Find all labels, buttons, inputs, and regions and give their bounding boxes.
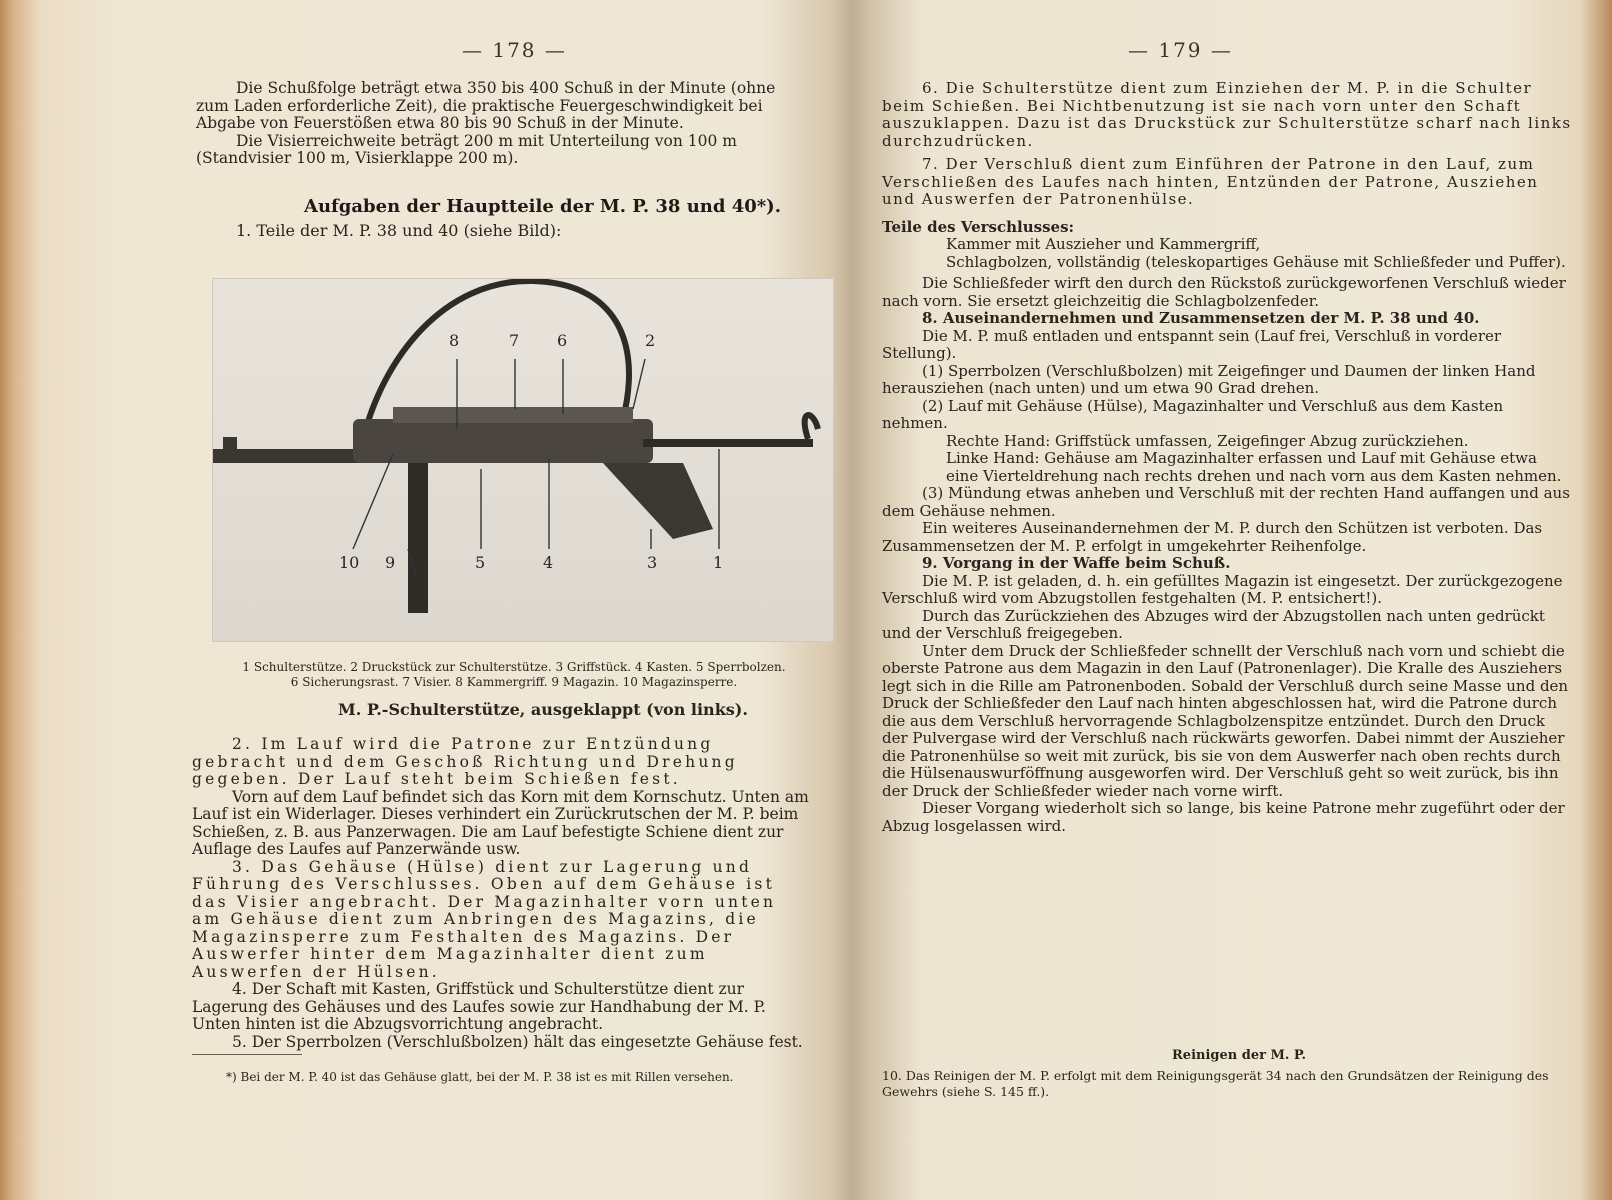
- section-9-heading: 9. Vorgang in der Waffe beim Schuß.: [922, 554, 1231, 572]
- paragraph-3: 3. Das Gehäuse (Hülse) dient zur Lagerung und Führung des Verschlusses. Oben auf dem Gehäuse ist das Visier angebracht. Der Magazinhalter vorn unten am Gehäuse dient zum Anbringen des Magazins, die Magazinsperre zum Festhalten des Magazins. Der Auswerfer hinter dem Magazinhalter dient zum Auswerfen der Hülsen.: [192, 857, 777, 981]
- parts-subheading: 1. Teile der M. P. 38 und 40 (siehe Bild):: [236, 221, 562, 240]
- section-9-p4: Dieser Vorgang wiederholt sich so lange, bis keine Patrone mehr zugeführt oder der Abzug losgelassen wird.: [882, 799, 1565, 835]
- bolt-parts-heading: Teile des Verschlusses:: [882, 217, 1075, 236]
- callout-10: 10: [339, 553, 360, 572]
- page-number: — 178 —: [462, 38, 567, 62]
- paragraph-2b: Vorn auf dem Lauf befindet sich das Korn mit dem Kornschutz. Unten am Lauf ist ein Widerlager. Dieses verhindert ein Zurückrutschen der M. P. beim Schießen, z. B. aus Panzerwagen. Die am Lauf befestigte Schiene dient zur Auflage des Laufes auf Panzerwände usw.: [192, 787, 809, 858]
- figure-title: M. P.-Schulterstütze, ausgeklappt (von links).: [338, 700, 748, 719]
- right-body-text: [882, 80, 1572, 835]
- paragraph-4: 4. Der Schaft mit Kasten, Griffstück und Schulterstütze dient zur Lagerung des Gehäuses und des Laufes sowie zur Handhabung der M. P. Unten hinten ist die Abzugsvorrichtung angebracht.: [192, 980, 766, 1033]
- mp40-drawing: [213, 279, 833, 641]
- section-9-p1: Die M. P. ist geladen, d. h. ein gefülltes Magazin ist eingesetzt. Der zurückgezogene Verschluß wird vom Abzugstollen festgehalten (M. P. entsichert!).: [882, 571, 1563, 607]
- cleaning-heading: Reinigen der M. P.: [1172, 1048, 1307, 1063]
- footnote-rule: [192, 1054, 302, 1055]
- step-2: (2) Lauf mit Gehäuse (Hülse), Magazinhalter und Verschluß aus dem Kasten nehmen.: [882, 396, 1504, 432]
- section-heading: Aufgaben der Hauptteile der M. P. 38 und 40*).: [304, 196, 781, 217]
- paragraph-5: 5. Der Sperrbolzen (Verschlußbolzen) hält das eingesetzte Gehäuse fest.: [232, 1032, 803, 1051]
- step-3: (3) Mündung etwas anheben und Verschluß mit der rechten Hand auffangen und aus dem Gehäuse nehmen.: [882, 484, 1570, 520]
- section-8-closing: Ein weiteres Auseinandernehmen der M. P. durch den Schützen ist verboten. Das Zusammensetzen der M. P. erfolgt in umgekehrter Reihenfolge.: [882, 519, 1543, 555]
- callout-2: 2: [645, 331, 656, 350]
- weapon-illustration: [212, 278, 834, 642]
- caption-line-1: 1 Schulterstütze. 2 Druckstück zur Schulterstütze. 3 Griffstück. 4 Kasten. 5 Sperrbolzen.: [242, 660, 786, 674]
- callout-6: 6: [557, 331, 568, 350]
- page-number: — 179 —: [1128, 38, 1233, 62]
- paragraph-2: 2. Im Lauf wird die Patrone zur Entzündung gebracht und dem Geschoß Richtung und Drehung gegeben. Der Lauf steht beim Schießen fest.: [192, 735, 738, 788]
- callout-4: 4: [543, 553, 554, 572]
- bolt-part-1: Kammer mit Auszieher und Kammergriff,: [946, 235, 1261, 253]
- sight-range-paragraph: Die Visierreichweite beträgt 200 m mit Unterteilung von 100 m (Standvisier 100 m, Visierklappe 200 m).: [196, 131, 737, 167]
- footnote: *) Bei der M. P. 40 ist das Gehäuse glatt, bei der M. P. 38 ist es mit Rillen versehen.: [226, 1070, 734, 1084]
- step-1: (1) Sperrbolzen (Verschlußbolzen) mit Zeigefinger und Daumen der linken Hand herausziehen (nach unten) und um etwa 90 Grad drehen.: [882, 361, 1536, 397]
- section-9-p2: Durch das Zurückziehen des Abzuges wird der Abzugstollen nach unten gedrückt und der Verschluß freigegeben.: [882, 606, 1545, 642]
- left-body-text: [192, 736, 814, 1051]
- caption-line-2: 6 Sicherungsrast. 7 Visier. 8 Kammergriff. 9 Magazin. 10 Magazinsperre.: [290, 675, 738, 689]
- callout-5: 5: [475, 553, 486, 572]
- callout-1: 1: [713, 553, 724, 572]
- spring-paragraph: Die Schließfeder wirft den durch den Rückstoß zurückgeworfenen Verschluß wieder nach vorn. Sie ersetzt gleichzeitig die Schlagbolzenfeder.: [882, 274, 1566, 310]
- section-8-intro: Die M. P. muß entladen und entspannt sein (Lauf frei, Verschluß in vorderer Stellung).: [882, 326, 1502, 362]
- step-2-right-hand: Rechte Hand: Griffstück umfassen, Zeigefinger Abzug zurückziehen.: [946, 431, 1469, 450]
- callout-9: 9: [385, 553, 396, 572]
- bolt-part-2: Schlagbolzen, vollständig (teleskopartiges Gehäuse mit Schließfeder und Puffer).: [946, 252, 1566, 271]
- section-8-heading: 8. Auseinandernehmen und Zusammensetzen der M. P. 38 und 40.: [922, 309, 1480, 327]
- section-9-p3: Unter dem Druck der Schließfeder schnellt der Verschluß nach vorn und schiebt die oberste Patrone aus dem Magazin in den Lauf (Patronenlager). Die Kralle des Ausziehers legt sich in die Rille am Patronenboden. Sobald der Verschluß durch seine Masse und den Druck der Schließfeder den Lauf nach hinten abgeschlossen hat, wird die Patrone durch die aus dem Verschluß hervorragende Schlagbolzenspitze entzündet. Durch den Druck der Pulvergase wird der Verschluß nach rückwärts geworfen. Dabei nimmt der Auszieher die Patronenhülse so weit mit zurück, bis sie von dem Auswerfer nach oben rechts durch die Hülsenauswurföffnung ausgeworfen wird. Der Verschluß geht so weit zurück, bis ihn der Druck der Schließfeder wieder nach vorne wirft.: [882, 641, 1569, 800]
- callout-8: 8: [449, 331, 460, 350]
- intro-text: [196, 80, 811, 168]
- rate-of-fire-paragraph: Die Schußfolge beträgt etwa 350 bis 400 Schuß in der Minute (ohne zum Laden erforderliche Zeit), die praktische Feuergeschwindigkeit bei Abgabe von Feuerstößen etwa 80 bis 90 Schuß in der Minute.: [196, 79, 776, 132]
- callout-3: 3: [647, 553, 658, 572]
- callout-7: 7: [509, 331, 520, 350]
- cleaning-paragraph: 10. Das Reinigen der M. P. erfolgt mit dem Reinigungsgerät 34 nach den Grundsätzen der Reinigung des Gewehrs (siehe S. 145 ff.).: [882, 1068, 1549, 1099]
- paragraph-7: 7. Der Verschluß dient zum Einführen der Patrone in den Lauf, zum Verschließen des Laufes nach hinten, Entzünden der Patrone, Ausziehen und Auswerfen der Patronenhülse.: [882, 155, 1539, 208]
- step-2-left-hand: Linke Hand: Gehäuse am Magazinhalter erfassen und Lauf mit Gehäuse etwa eine Vierteldrehung nach rechts drehen und nach vorn aus dem Kasten nehmen.: [946, 449, 1562, 485]
- paragraph-6: 6. Die Schulterstütze dient zum Einziehen der M. P. in die Schulter beim Schießen. Bei Nichtbenutzung ist sie nach vorn unter den Schaft auszuklappen. Dazu ist das Druckstück zur Schulterstütze scharf nach links durchzudrücken.: [882, 79, 1572, 150]
- right-page: [856, 0, 1612, 1200]
- figure-caption: [214, 660, 814, 690]
